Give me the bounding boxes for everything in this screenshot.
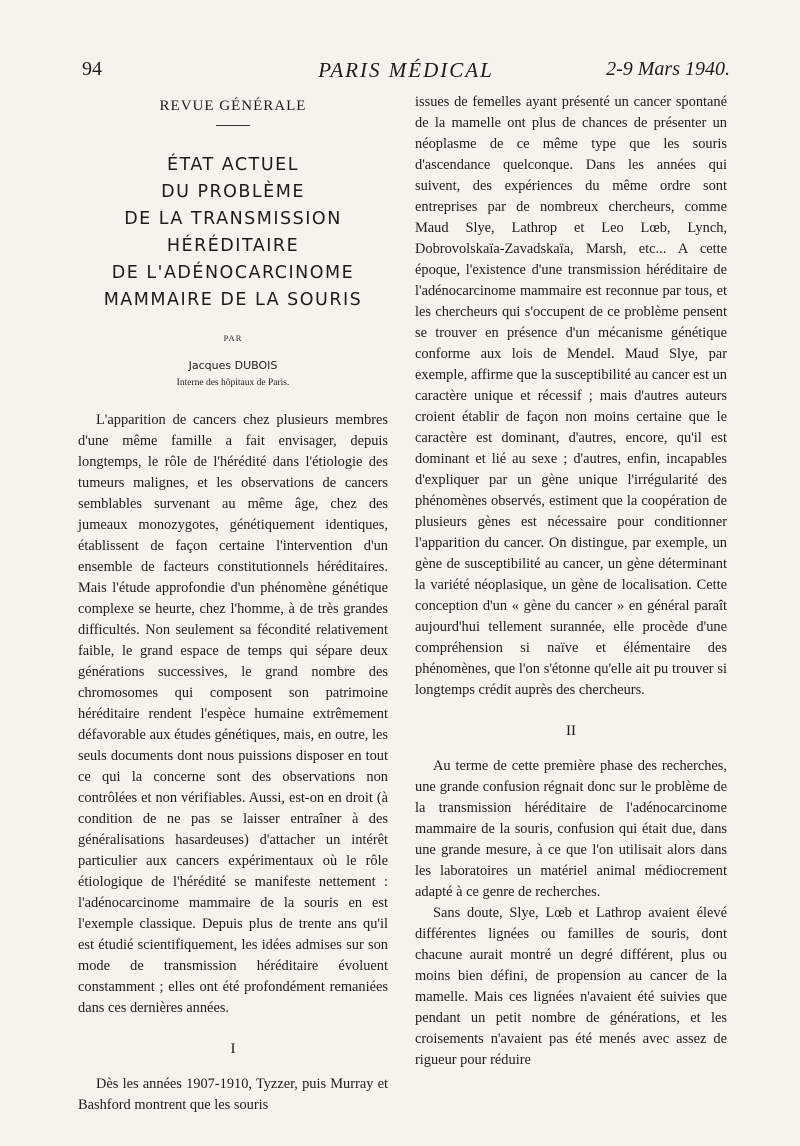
right-column xyxy=(415,92,727,1071)
page-number: 94 xyxy=(82,58,102,80)
section1-paragraph-continued: issues de femelles ayant présenté un cancer spontané de la mamelle ont plus de chances de présenter un néoplasme de ce même type que les souris d'ascendance quelconque. Dans les années qui suivent, des expériences du même ordre sont entreprises par de nombreux chercheurs, comme Maud Slye, Lathrop et Leo Lœb, Lynch, Dobrovolskaïa-Zavadskaïa, Marsh, etc... A cette époque, l'existence d'une transmission héréditaire de l'adénocarcinome mammaire est reconnue par tous, et les chercheurs qui s'occupent de ce problème pensent se trouver en présence d'un mécanisme génétique conforme aux lois de Mendel. Maud Slye, par exemple, affirme que la susceptibilité au cancer est un caractère unique et récessif ; mais d'autres auteurs croient établir de façon non moins certaine que le caractère est dominant, d'autres, encore, qu'il est dominant et lié au sexe ; d'autres, enfin, incapables d'expliquer par un gène unique l'irrégularité des phénomènes observés, estiment que la coopération de plusieurs gènes est nécessaire pour conditionner l'apparition du cancer. On distingue, par exemple, un gène de susceptibilité au cancer, un gène déterminant la variété néoplasique, un gène de localisation. Cette conception d'un « gène du cancer » en général paraît aujourd'hui tellement surannée, elle procède d'une compréhension si naïve et élémentaire des phénomènes, que l'on s'étonne qu'elle ait pu trouver si longtemps crédit auprès des chercheurs. xyxy=(415,94,727,698)
intro-paragraph: L'apparition de cancers chez plusieurs membres d'une même famille a fait envisager, depuis longtemps, le rôle de l'hérédité dans l'étiologie des tumeurs malignes, et les observations de cancers semblables survenant au même âge, chez des jumeaux monozygotes, génétiquement identiques, établissent de façon certaine l'intervention d'un ensemble de facteurs constitutionnels héréditaires. Mais l'étude approfondie d'un phénomène génétique complexe se heurte, chez l'homme, à de très grandes difficultés. Non seulement sa fécondité relativement faible, le grand espace de temps qui sépare deux générations successives, le grand nombre des chromosomes qui composent son patrimoine héréditaire rendent l'espèce humaine extrêmement défavorable aux études génétiques, mais, en outre, les seuls documents dont nous puissions disposer en tout ce qui la concerne sont des observations non contrôlées et non vérifiables. Aussi, est-on en droit (à condition de ne pas se laisser entraîner à des généralisations hasardeuses) d'attacher un intérêt particulier aux cancers expérimentaux où le rôle étiologique de l'hérédité se manifeste nettement : l'adénocarcinome mammaire de la souris en est l'exemple classique. Depuis plus de trente ans qu'il est étudié scientifiquement, les idées admises sur son mode de transmission héréditaire évoluent constamment ; elles ont été profondément remaniées dans ces dernières années. xyxy=(78,412,388,1016)
title-line: DE LA TRANSMISSION xyxy=(124,209,342,229)
rubric-divider xyxy=(216,125,250,126)
title-line: HÉRÉDITAIRE xyxy=(166,236,300,256)
journal-title: PARIS MÉDICAL xyxy=(318,58,494,82)
byline-par: PAR xyxy=(223,333,243,343)
rubric: REVUE GÉNÉRALE xyxy=(159,98,307,114)
left-column xyxy=(78,92,388,1116)
author-name: Jacques DUBOIS xyxy=(188,359,278,372)
title-line: MAMMAIRE DE LA SOURIS xyxy=(103,290,363,310)
running-header xyxy=(82,58,730,88)
section1-paragraph-start: Dès les années 1907-1910, Tyzzer, puis Murray et Bashford montrent que les souris xyxy=(78,1076,388,1113)
section-numeral-2: II xyxy=(566,723,576,739)
section2-paragraph-2: Sans doute, Slye, Lœb et Lathrop avaient élevé différentes lignées ou familles de souris, dont chacune aurait montré un degré différent, plus ou moins bien défini, de propension au cancer de la mamelle. Mais ces lignées n'avaient été suivies que pendant un petit nombre de générations, et les croisements n'avaient pas été menés avec assez de rigueur pour réduire xyxy=(415,905,727,1068)
title-line: ÉTAT ACTUEL xyxy=(167,155,299,175)
issue-date: 2-9 Mars 1940. xyxy=(606,58,730,80)
title-line: DU PROBLÈME xyxy=(161,182,305,202)
author-affiliation: Interne des hôpitaux de Paris. xyxy=(176,378,290,388)
article-title xyxy=(78,152,388,314)
title-line: DE L'ADÉNOCARCINOME xyxy=(111,263,355,283)
section2-paragraph-1: Au terme de cette première phase des recherches, une grande confusion régnait donc sur le problème de la transmission héréditaire de l'adénocarcinome mammaire de la souris, confusion qui était due, dans une grande mesure, à ce que l'on utilisait alors dans les laboratoires un matériel animal médiocrement adapté à ce genre de recherches. xyxy=(415,758,727,900)
section-numeral-1: I xyxy=(230,1041,236,1057)
